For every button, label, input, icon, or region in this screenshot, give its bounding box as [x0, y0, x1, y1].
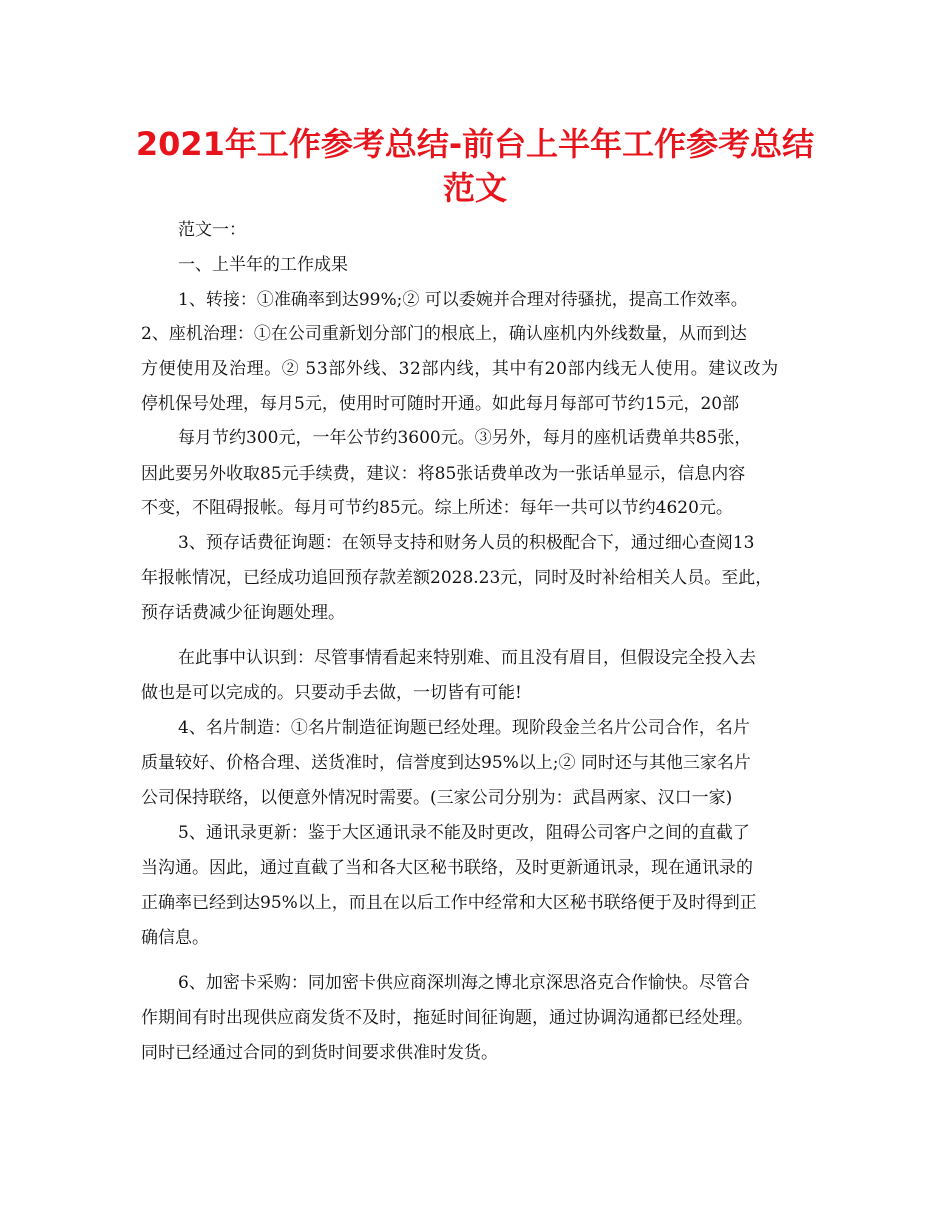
- text-line: 4、名片制造：①名片制造征询题已经处理。现阶段金兰名片公司合作，名片: [178, 718, 750, 738]
- text-line: 做也是可以完成的。只要动手去做，一切皆有可能!: [141, 683, 522, 703]
- document-title-line-2: 范文: [442, 169, 507, 207]
- text-line: 预存话费减少征询题处理。: [141, 603, 345, 623]
- text-line: 2、座机治理：①在公司重新划分部门的根底上，确认座机内外线数量，从而到达: [141, 324, 747, 344]
- text-line: 不变，不阻碍报帐。每月可节约85元。综上所述：每年一共可以节约4620元。: [141, 498, 733, 518]
- text-line: 同时已经通过合同的到货时间要求供准时发货。: [141, 1043, 498, 1063]
- text-line: 一、上半年的工作成果: [178, 255, 348, 275]
- text-line: 确信息。: [141, 928, 209, 948]
- document-title-line-1: 2021年工作参考总结-前台上半年工作参考总结: [135, 125, 815, 163]
- text-line: 6、加密卡采购：同加密卡供应商深圳海之博北京深思洛克合作愉快。尽管合: [178, 973, 750, 993]
- text-line: 年报帐情况，已经成功追回预存款差额2028.23元，同时及时补给相关人员。至此，: [141, 568, 773, 588]
- text-line: 在此事中认识到：尽管事情看起来特别难、而且没有眉目，但假设完全投入去: [178, 648, 756, 668]
- text-line: 作期间有时出现供应商发货不及时，拖延时间征询题，通过协调沟通都已经处理。: [141, 1008, 753, 1028]
- text-line: 5、通讯录更新：鉴于大区通讯录不能及时更改，阻碍公司客户之间的直截了: [178, 823, 750, 843]
- text-line: 3、预存话费征询题：在领导支持和财务人员的积极配合下，通过细心查阅13: [178, 533, 755, 553]
- text-line: 范文一：: [178, 220, 246, 240]
- text-line: 方便使用及治理。② 53部外线、32部内线，其中有20部内线无人使用。建议改为: [141, 359, 779, 379]
- text-line: 1、转接：①准确率到达99%;② 可以委婉并合理对待骚扰，提高工作效率。: [178, 290, 748, 310]
- text-line: 当沟通。因此，通过直截了当和各大区秘书联络，及时更新通讯录，现在通讯录的: [141, 858, 753, 878]
- text-line: 正确率已经到达95%以上，而且在以后工作中经常和大区秘书联络便于及时得到正: [141, 893, 757, 913]
- text-line: 每月节约300元，一年公节约3600元。③另外，每月的座机话费单共85张，: [178, 428, 752, 448]
- text-line: 因此要另外收取85元手续费，建议：将85张话费单改为一张话单显示，信息内容: [141, 464, 746, 484]
- text-line: 停机保号处理，每月5元，使用时可随时开通。如此每月每部可节约15元，20部: [141, 394, 740, 414]
- text-line: 公司保持联络，以便意外情况时需要。(三家公司分别为：武昌两家、汉口一家): [141, 788, 733, 808]
- text-line: 质量较好、价格合理、送货准时，信誉度到达95%以上;② 同时还与其他三家名片: [141, 753, 751, 773]
